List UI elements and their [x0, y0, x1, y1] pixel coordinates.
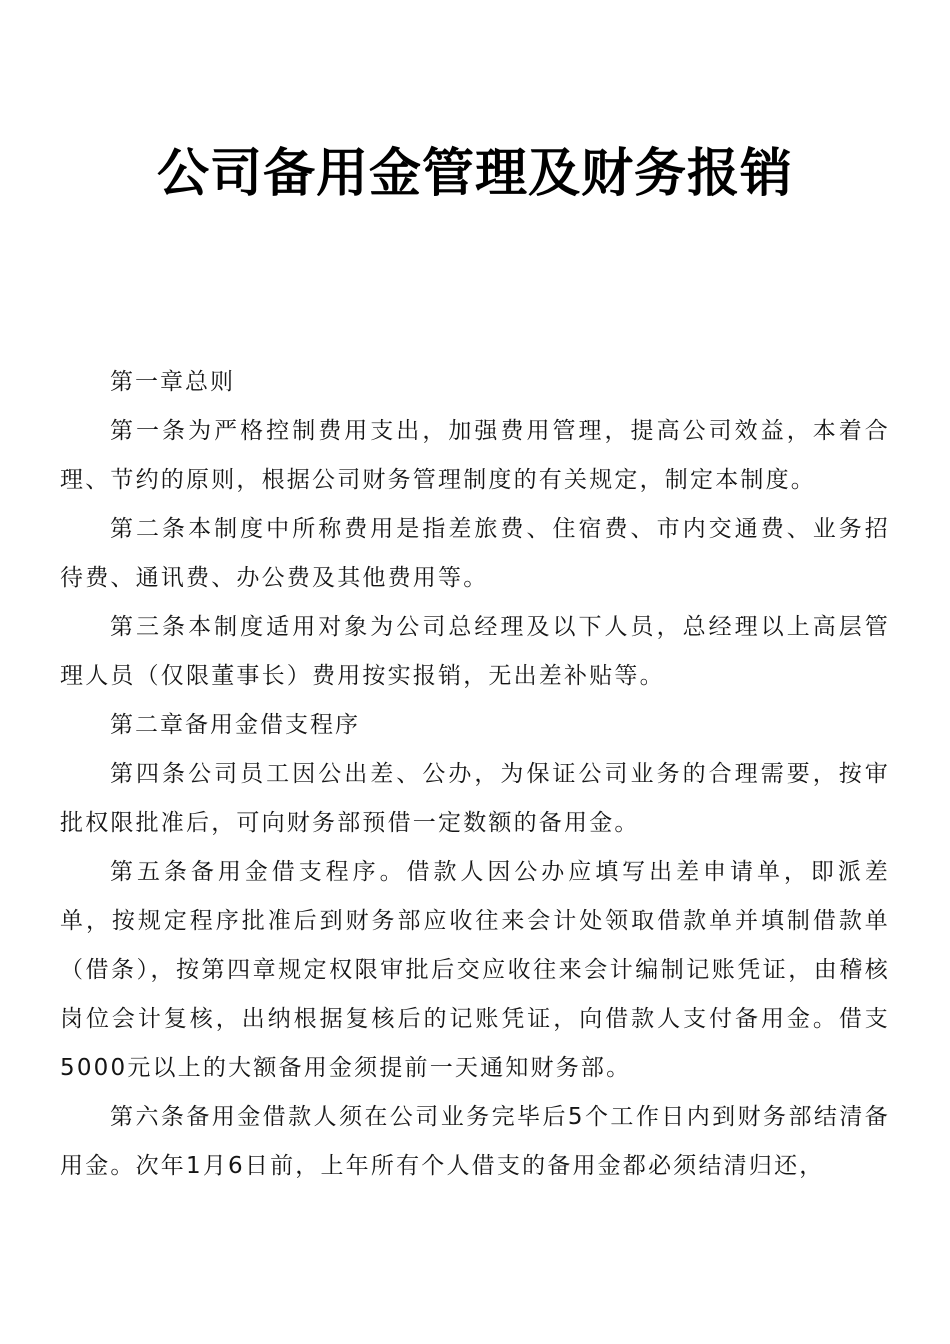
- article-2-paragraph: 第二条本制度中所称费用是指差旅费、住宿费、市内交通费、业务招待费、通讯费、办公费及其他费用等。: [60, 516, 890, 591]
- document-body: [60, 358, 890, 1191]
- chapter-heading-2: 第二章备用金借支程序: [110, 712, 360, 738]
- article-1-paragraph: 第一条为严格控制费用支出，加强费用管理，提高公司效益，本着合理、节约的原则，根据公司财务管理制度的有关规定，制定本制度。: [60, 418, 890, 493]
- article-6-paragraph: 第六条备用金借款人须在公司业务完毕后5个工作日内到财务部结清备用金。次年1月6日前，上年所有个人借支的备用金都必须结清归还，: [60, 1104, 890, 1179]
- document-title: 公司备用金管理及财务报销: [156, 144, 793, 204]
- article-5-paragraph: 第五条备用金借支程序。借款人因公办应填写出差申请单，即派差单，按规定程序批准后到财务部应收往来会计处领取借款单并填制借款单（借条），按第四章规定权限审批后交应收往来会计编制记账凭证，由稽核岗位会计复核，出纳根据复核后的记账凭证，向借款人支付备用金。借支5000元以上的大额备用金须提前一天通知财务部。: [60, 859, 890, 1081]
- chapter-heading-1: 第一章总则: [110, 369, 235, 395]
- article-4-paragraph: 第四条公司员工因公出差、公办，为保证公司业务的合理需要，按审批权限批准后，可向财务部预借一定数额的备用金。: [60, 761, 890, 836]
- article-3-paragraph: 第三条本制度适用对象为公司总经理及以下人员，总经理以上高层管理人员（仅限董事长）费用按实报销，无出差补贴等。: [60, 614, 890, 689]
